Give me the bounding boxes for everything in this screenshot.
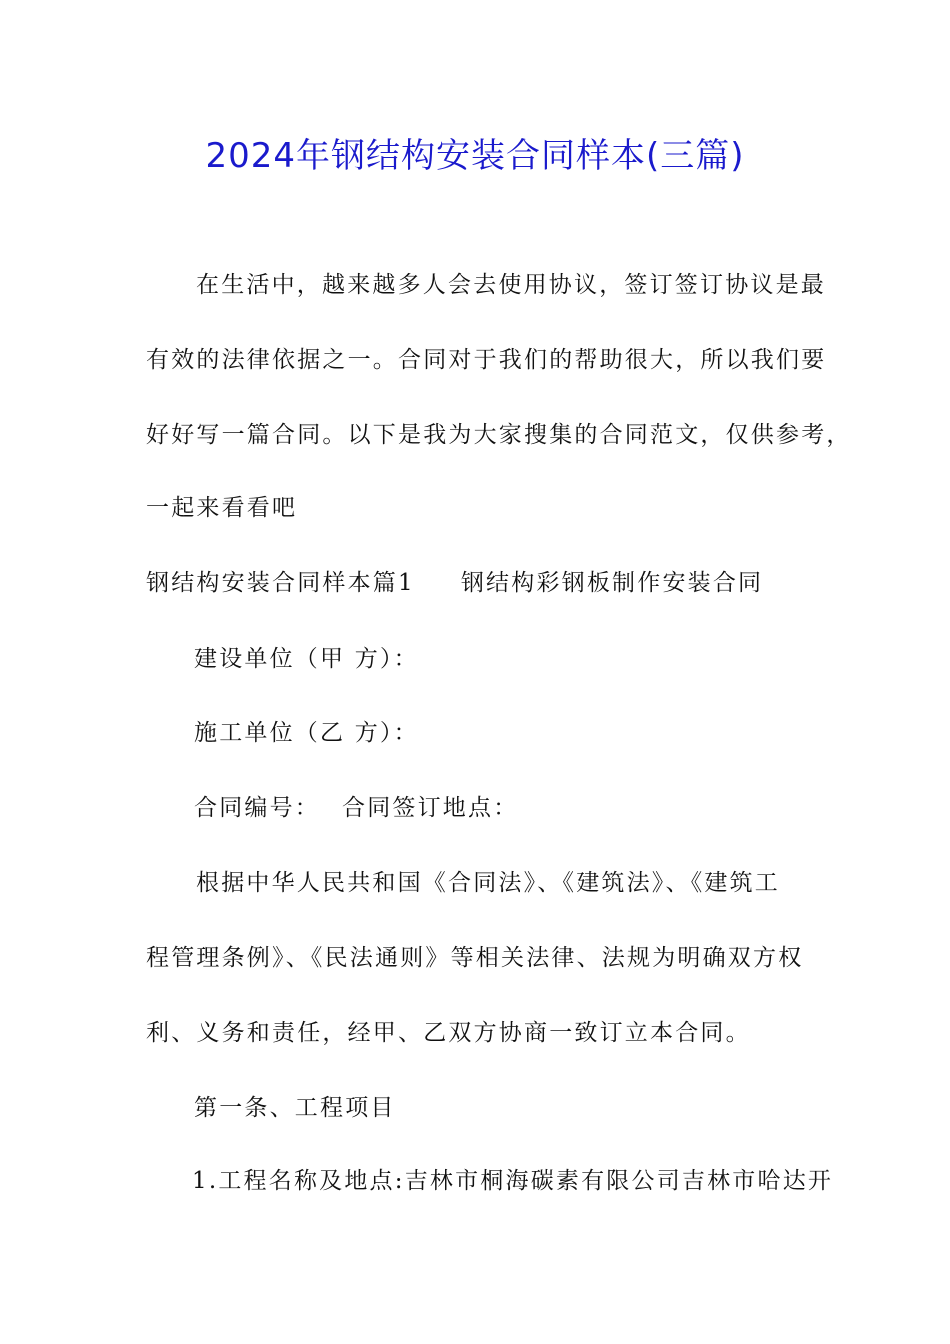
party-a-line: 建设单位（甲 方）：: [194, 646, 419, 672]
section-heading: 钢结构安装合同样本篇1: [146, 570, 415, 596]
contract-info-line: [194, 793, 518, 823]
basis-line-3: 利、义务和责任，经甲、乙双方协商一致订立本合同。: [146, 1020, 751, 1046]
article-1-heading: 第一条、工程项目: [194, 1095, 396, 1121]
party-b-line: 施工单位（乙 方）：: [194, 720, 419, 746]
contract-number-label: 合同编号：: [194, 795, 320, 821]
basis-line-2: 程管理条例》、《民法通则》等相关法律、法规为明确双方权: [146, 945, 804, 971]
section-heading-line: [146, 568, 763, 598]
contract-title: 钢结构彩钢板制作安装合同: [460, 570, 764, 596]
document-title: 2024年钢结构安装合同样本(三篇): [205, 136, 745, 176]
intro-line-3: 好好写一篇合同。以下是我为大家搜集的合同范文，仅供参考，: [146, 422, 852, 448]
article-1-item-1: 1.工程名称及地点:吉林市桐海碳素有限公司吉林市哈达开: [192, 1168, 834, 1194]
sign-place-label: 合同签订地点：: [342, 795, 519, 821]
intro-line-2: 有效的法律依据之一。合同对于我们的帮助很大，所以我们要: [146, 347, 827, 373]
intro-line-4: 一起来看看吧: [146, 495, 298, 521]
basis-line-1: 根据中华人民共和国《合同法》、《建筑法》、《建筑工: [196, 870, 780, 896]
intro-line-1: 在生活中，越来越多人会去使用协议，签订签订协议是最: [196, 272, 826, 298]
